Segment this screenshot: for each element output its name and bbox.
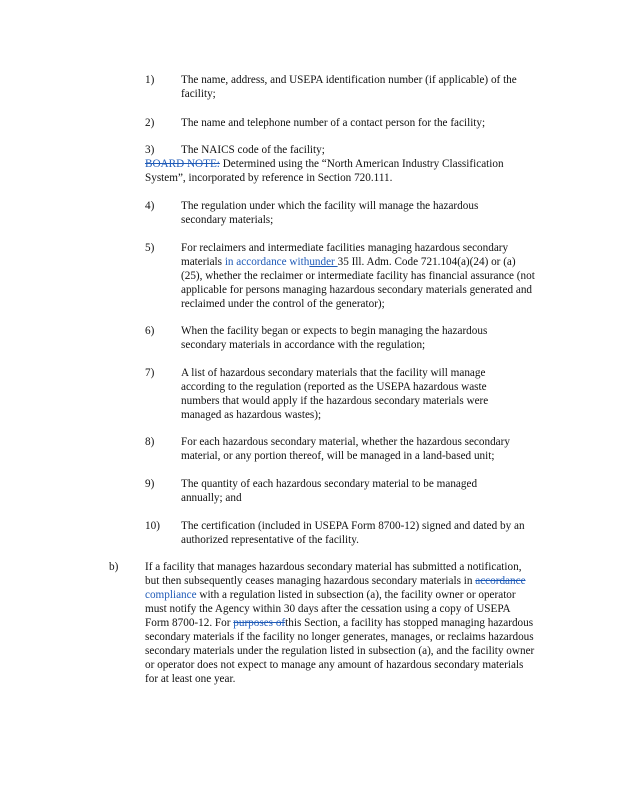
item-text: For reclaimers and intermediate facilities managing hazardous secondary materials in accordance withunder 35 Ill. Adm. Code 721.104(a)(24) or (a)(25), whether the reclaimer or intermediate facility has financial assurance (not applicable for persons managing hazardous secondary materials generated and reclaimed under the control of the generator); — [181, 242, 535, 310]
inserted-text: compliance — [145, 589, 197, 601]
item-text: The name, address, and USEPA identification number (if applicable) of the facility; — [181, 74, 517, 100]
item-text: When the facility began or expects to begin managing the hazardous secondary materials in accordance with the regulation; — [181, 325, 488, 351]
item-number: 5) — [145, 242, 155, 254]
item-number: 4) — [145, 200, 155, 212]
item-number: 8) — [145, 436, 155, 448]
item-text: For each hazardous secondary material, whether the hazardous secondary material, or any portion thereof, will be managed in a land-based unit; — [181, 436, 510, 462]
item-number: 9) — [145, 478, 155, 490]
section-label: b) — [109, 561, 119, 573]
item-text: The NAICS code of the facility; — [181, 144, 325, 156]
item-text: A list of hazardous secondary materials that the facility will manage according to the regulation (reported as the USEPA hazardous waste numbers that would apply if the hazardous secondary materials were managed as hazardous wastes); — [181, 367, 489, 421]
deleted-text: purposes of — [233, 617, 286, 629]
board-note-text: Determined using the “North American Industry Classification System”, incorporated by reference in Section 720.111. — [145, 158, 504, 184]
item-number: 1) — [145, 74, 155, 86]
item-number: 2) — [145, 117, 155, 129]
item-number: 6) — [145, 325, 155, 337]
inserted-text: in accordance with — [224, 256, 310, 268]
section-text: If a facility that manages hazardous secondary material has submitted a notification, but then subsequently ceases managing hazardous secondary materials in accordance compliance with a regulation listed in subsection (a), the facility owner or operator must notify the Agency within 30 days after the cessation using a copy of USEPA Form 8700-12. For purposes ofthis Section, a facility has stopped managing hazardous secondary materials if the facility no longer generates, manages, or reclaims hazardous secondary materials under the regulation listed in subsection (a), and the facility owner or operator does not expect to manage any amount of hazardous secondary materials for at least one year. — [145, 561, 535, 685]
inserted-text: under — [309, 256, 338, 268]
item-text: The regulation under which the facility will manage the hazardous secondary materials; — [181, 200, 479, 226]
board-note — [145, 157, 545, 185]
board-note-label: BOARD NOTE: — [145, 158, 220, 170]
item-number: 10) — [145, 520, 160, 532]
item-number: 7) — [145, 367, 155, 379]
item-text: The quantity of each hazardous secondary material to be managed annually; and — [181, 478, 478, 504]
item-number: 3) — [145, 144, 155, 156]
item-text: The certification (included in USEPA Form 8700-12) signed and dated by an authorized representative of the facility. — [181, 520, 525, 546]
deleted-text: accordance — [475, 575, 526, 587]
item-text: The name and telephone number of a contact person for the facility; — [181, 117, 486, 129]
